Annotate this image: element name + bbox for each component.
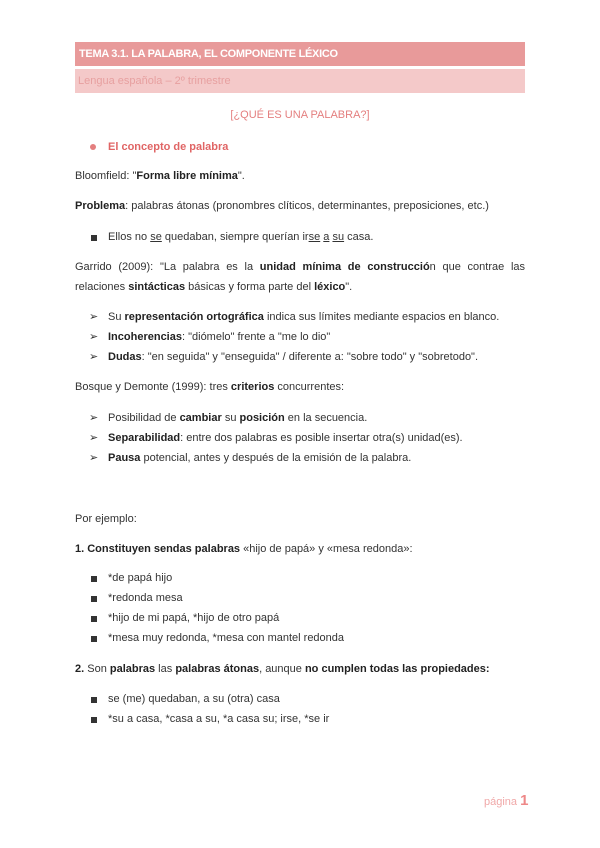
square-bullet-icon xyxy=(91,235,97,241)
text-segment: en la secuencia. xyxy=(284,412,368,424)
text-segment: *su a casa, *casa a su, *a casa su; irse, *se ir xyxy=(108,713,330,725)
list-item xyxy=(108,307,558,327)
text-segment: ". xyxy=(345,281,353,293)
square-bullet-icon xyxy=(91,616,97,622)
square-bullet-icon xyxy=(91,596,97,602)
arrow-bullet-icon: ➢ xyxy=(89,432,99,444)
text-segment: se xyxy=(308,231,321,243)
text-segment: posición xyxy=(239,412,285,424)
text-segment: potencial, antes y después de la emisión de la palabra. xyxy=(140,452,412,464)
list-item xyxy=(108,608,558,628)
arrow-bullet-icon: ➢ xyxy=(89,452,99,464)
text-segment: : palabras átonas (pronombres clíticos, determinantes, preposiciones, etc.) xyxy=(125,200,489,212)
text-segment: Forma libre mínima xyxy=(136,170,238,182)
text-segment: unidad mínima de construcció xyxy=(259,261,430,273)
text-segment: *de papá hijo xyxy=(108,572,173,584)
text-segment: ". xyxy=(237,170,245,182)
text-segment: no cumplen todas las propiedades: xyxy=(304,663,490,675)
square-bullet-icon xyxy=(91,717,97,723)
arrow-bullet-icon: ➢ xyxy=(89,412,99,424)
list-item xyxy=(108,448,558,468)
text-segment: a xyxy=(323,231,330,243)
page-number xyxy=(484,792,528,809)
list-item xyxy=(108,227,558,247)
section-title: [¿QUÉ ES UNA PALABRA?] xyxy=(230,109,370,121)
square-bullet-icon xyxy=(91,697,97,703)
paragraph-bloomfield xyxy=(75,166,525,186)
text-segment: se (me) quedaban, a su (otra) casa xyxy=(108,693,280,705)
list-item xyxy=(108,428,558,448)
text-segment: Son xyxy=(84,663,110,675)
bullet-dot-icon xyxy=(90,144,96,150)
document-subtitle-bar xyxy=(75,69,525,93)
text-segment: palabras xyxy=(109,663,156,675)
list-item xyxy=(108,709,558,729)
text-segment: : "en seguida" y "enseguida" / diferente a: "sobre todo" y "sobretodo". xyxy=(141,351,479,363)
document-title: TEMA 3.1. LA PALABRA, EL COMPONENTE LÉXICO xyxy=(79,48,338,60)
text-segment: Garrido (2009): "La palabra es la xyxy=(75,261,260,273)
text-segment: indica sus límites mediante espacios en blanco. xyxy=(263,311,500,323)
text-segment: Por ejemplo: xyxy=(75,513,137,525)
text-segment: representación ortográfica xyxy=(124,311,264,323)
text-segment: básicas y forma parte del xyxy=(185,281,315,293)
section-heading: El concepto de palabra xyxy=(108,141,229,153)
text-segment: Bosque y Demonte (1999): tres xyxy=(75,381,231,393)
text-segment: Dudas xyxy=(108,351,142,363)
page-label: página xyxy=(484,796,518,808)
text-segment: cambiar xyxy=(179,412,222,424)
list-item xyxy=(108,568,558,588)
paragraph-point-2 xyxy=(75,659,525,679)
page-number-value: 1 xyxy=(520,792,529,809)
arrow-bullet-icon: ➢ xyxy=(89,351,99,363)
text-segment: léxico xyxy=(314,281,346,293)
paragraph-bosque xyxy=(75,377,525,397)
arrow-bullet-icon: ➢ xyxy=(89,331,99,343)
paragraph-problema xyxy=(75,196,525,216)
text-segment: Pausa xyxy=(108,452,141,464)
text-segment: palabras átonas xyxy=(175,663,260,675)
text-segment: Separabilidad xyxy=(108,432,181,444)
text-segment: casa. xyxy=(344,231,374,243)
text-segment: *hijo de mi papá, *hijo de otro papá xyxy=(108,612,280,624)
text-segment: Posibilidad de xyxy=(108,412,180,424)
document-subtitle: Lengua española – 2º trimestre xyxy=(78,75,231,87)
text-segment: Ellos no xyxy=(108,231,151,243)
list-item xyxy=(108,588,558,608)
document-title-bar xyxy=(75,42,525,66)
text-segment: las xyxy=(155,663,176,675)
list-item xyxy=(108,689,558,709)
text-segment: concurrentes: xyxy=(274,381,345,393)
paragraph-point-1 xyxy=(75,539,525,559)
text-segment: n que contrae las relaciones xyxy=(75,261,526,293)
list-item xyxy=(108,327,558,347)
text-segment: se xyxy=(150,231,162,243)
text-segment: su xyxy=(221,412,240,424)
list-item xyxy=(108,628,558,648)
arrow-bullet-icon: ➢ xyxy=(89,311,99,323)
paragraph-garrido xyxy=(75,257,525,297)
text-segment: *mesa muy redonda, *mesa con mantel redonda xyxy=(108,632,345,644)
paragraph-ejemplo xyxy=(75,509,525,529)
text-segment: su xyxy=(332,231,345,243)
text-segment: Su xyxy=(108,311,125,323)
text-segment: : entre dos palabras es posible insertar otra(s) unidad(es). xyxy=(180,432,463,444)
text-segment: 2. xyxy=(75,663,85,675)
text-segment: Incoherencias xyxy=(108,331,182,343)
text-segment: : "diómelo" frente a "me lo dio" xyxy=(181,331,331,343)
text-segment: sintácticas xyxy=(128,281,186,293)
text-segment: , aunque xyxy=(259,663,305,675)
list-item xyxy=(108,347,558,367)
list-item xyxy=(108,408,558,428)
square-bullet-icon xyxy=(91,636,97,642)
text-segment: Problema xyxy=(75,200,126,212)
text-segment: 1. Constituyen sendas palabras xyxy=(75,543,241,555)
text-segment: «hijo de papá» y «mesa redonda»: xyxy=(240,543,413,555)
text-segment: criterios xyxy=(230,381,275,393)
square-bullet-icon xyxy=(91,576,97,582)
text-segment: Bloomfield: " xyxy=(75,170,137,182)
text-segment: quedaban, siempre querían ir xyxy=(161,231,309,243)
text-segment: *redonda mesa xyxy=(108,592,183,604)
